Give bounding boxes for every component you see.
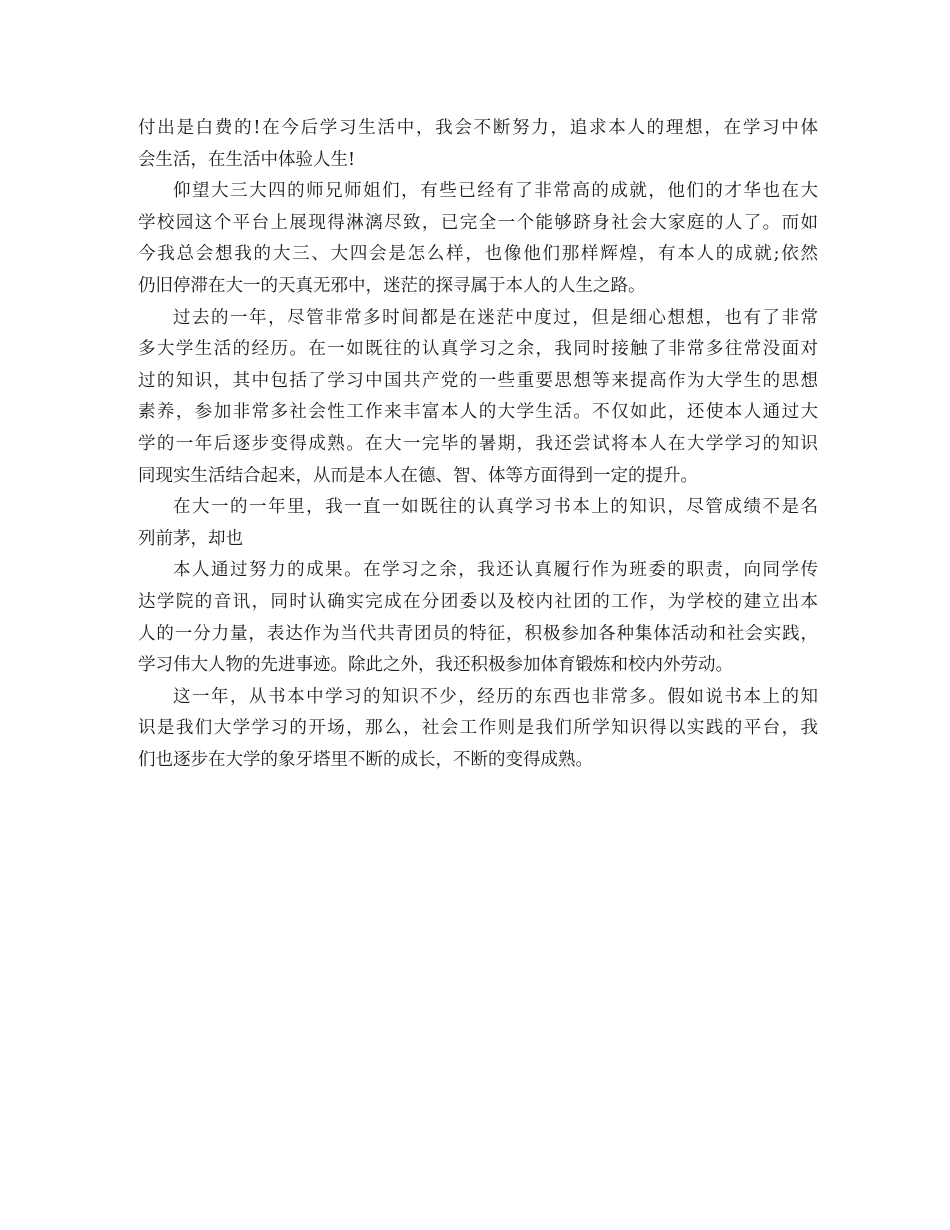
text-line: 列前茅，却也 bbox=[138, 528, 243, 549]
paragraph bbox=[138, 176, 818, 302]
document-body bbox=[138, 113, 818, 776]
text-line: 过的知识，其中包括了学习中国共产党的一些重要思想等来提高作为大学生的思想 bbox=[138, 370, 818, 391]
text-line: 过去的一年，尽管非常多时间都是在迷茫中度过，但是细心想想，也有了非常 bbox=[173, 307, 818, 328]
text-line: 学校园这个平台上展现得淋漓尽致，已完全一个能够跻身社会大家庭的人了。而如 bbox=[138, 212, 818, 233]
text-line: 人的一分力量，表达作为当代共青团员的特征，积极参加各种集体活动和社会实践， bbox=[138, 623, 818, 644]
text-line: 学的一年后逐步变得成熟。在大一完毕的暑期，我还尝试将本人在大学学习的知识 bbox=[138, 433, 818, 454]
paragraph bbox=[138, 303, 818, 493]
text-line: 素养，参加非常多社会性工作来丰富本人的大学生活。不仅如此，还使本人通过大 bbox=[138, 402, 818, 423]
text-line: 这一年，从书本中学习的知识不少，经历的东西也非常多。假如说书本上的知 bbox=[173, 686, 818, 707]
text-line: 们也逐步在大学的象牙塔里不断的成长，不断的变得成熟。 bbox=[138, 749, 593, 770]
text-line: 多大学生活的经历。在一如既往的认真学习之余，我同时接触了非常多往常没面对 bbox=[138, 339, 818, 360]
text-line: 仰望大三大四的师兄师姐们，有些已经有了非常高的成就，他们的才华也在大 bbox=[173, 181, 818, 202]
text-line: 仍旧停滞在大一的天真无邪中，迷茫的探寻属于本人的人生之路。 bbox=[138, 275, 646, 296]
text-line: 同现实生活结合起来，从而是本人在德、智、体等方面得到一定的提升。 bbox=[138, 465, 698, 486]
text-line: 达学院的音讯，同时认确实完成在分团委以及校内社团的工作，为学校的建立出本 bbox=[138, 591, 818, 612]
text-line: 今我总会想我的大三、大四会是怎么样，也像他们那样辉煌，有本人的成就;依然 bbox=[138, 244, 818, 265]
paragraph bbox=[138, 492, 818, 555]
text-line: 会生活，在生活中体验人生! bbox=[138, 149, 356, 170]
text-line: 付出是白费的!在今后学习生活中，我会不断努力，追求本人的理想，在学习中体 bbox=[138, 118, 818, 138]
text-line: 在大一的一年里，我一直一如既往的认真学习书本上的知识，尽管成绩不是名 bbox=[173, 497, 818, 518]
paragraph bbox=[138, 555, 818, 681]
text-line: 识是我们大学学习的开场，那么，社会工作则是我们所学知识得以实践的平台，我 bbox=[138, 718, 818, 739]
paragraph bbox=[138, 682, 818, 777]
paragraph-continuation bbox=[138, 113, 818, 176]
text-line: 学习伟大人物的先进事迹。除此之外，我还积极参加体育锻炼和校内外劳动。 bbox=[138, 655, 733, 676]
text-line: 本人通过努力的成果。在学习之余，我还认真履行作为班委的职责，向同学传 bbox=[173, 560, 818, 581]
